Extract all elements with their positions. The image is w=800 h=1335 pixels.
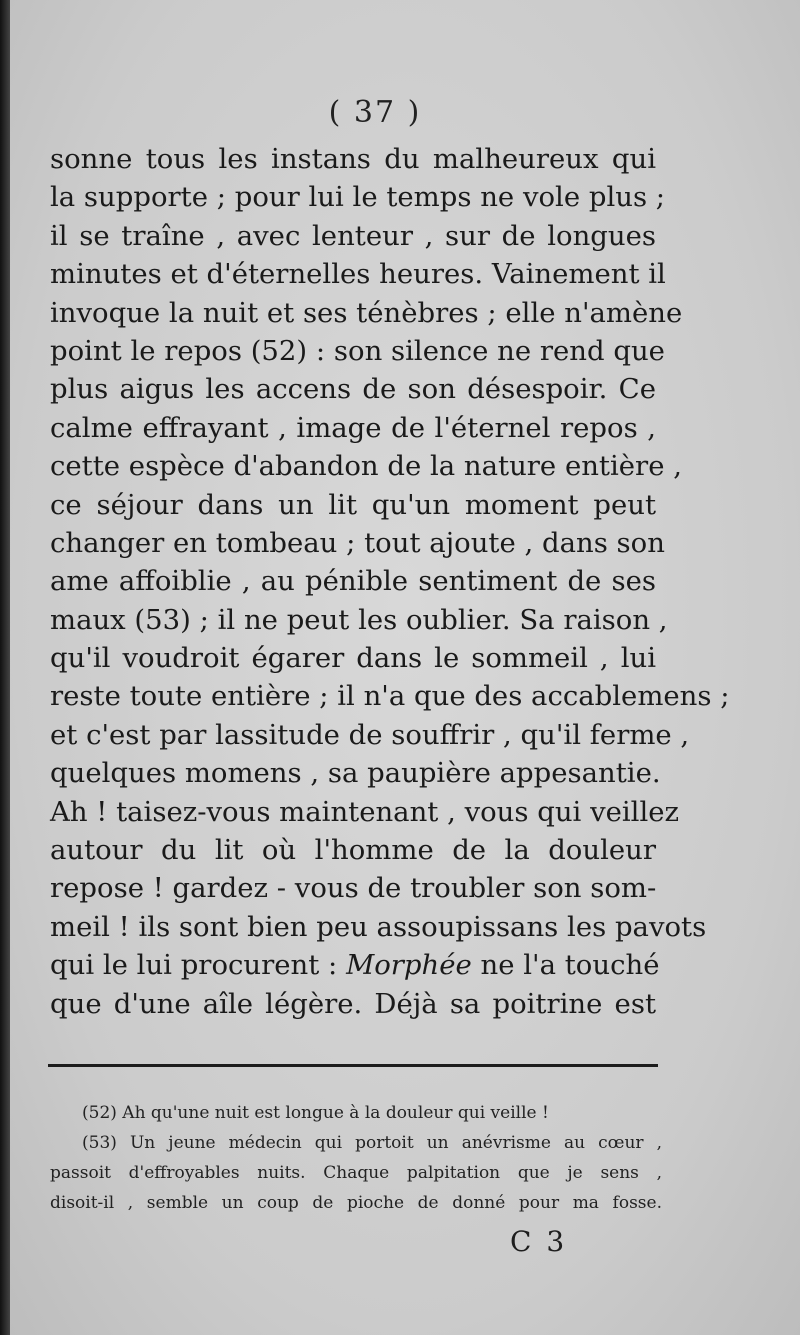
text-segment: qui le lui procurent :: [50, 949, 347, 982]
text-line: point le repos (52) : son silence ne rend que: [50, 334, 665, 367]
text-line-with-italic: [50, 946, 660, 984]
footnotes: [50, 1098, 662, 1218]
text-line: ce séjour dans un lit qu'un moment peut: [50, 488, 656, 521]
italic-name: Morphée: [346, 949, 472, 982]
text-line: Ah ! taisez-vous maintenant , vous qui veillez: [50, 795, 680, 828]
text-line: reste toute entière ; il n'a que des accablemens ;: [50, 680, 730, 713]
book-page: [10, 0, 800, 1335]
text-line: cette espèce d'abandon de la nature entière ,: [50, 450, 682, 483]
text-line: changer en tombeau ; tout ajoute , dans son: [50, 526, 665, 559]
text-line: plus aigus les accens de son désespoir. Ce: [50, 373, 656, 406]
text-segment: ne l'a touché: [471, 949, 660, 982]
text-line: maux (53) ; il ne peut les oublier. Sa raison ,: [50, 603, 668, 636]
footnote-divider: [48, 1064, 658, 1067]
text-line: minutes et d'éternelles heures. Vainement il: [50, 258, 666, 291]
footnote-52: (52) Ah qu'une nuit est longue à la douleur qui veille !: [82, 1103, 549, 1123]
page-edge-shadow: [0, 0, 10, 1335]
text-line: meil ! ils sont bien peu assoupissans les pavots: [50, 910, 707, 943]
footnote-53-line-3: disoit-il , semble un coup de pioche de donné pour ma fosse.: [50, 1193, 662, 1213]
text-line: repose ! gardez - vous de troubler son som-: [50, 872, 657, 905]
text-line: la supporte ; pour lui le temps ne vole plus ;: [50, 181, 666, 214]
footnote-53-line-1: (53) Un jeune médecin qui portoit un anévrisme au cœur ,: [82, 1133, 662, 1153]
page-number: ( 37 ): [328, 95, 422, 130]
signature-mark: C 3: [510, 1225, 568, 1258]
text-line: autour du lit où l'homme de la douleur: [50, 834, 656, 867]
text-line: il se traîne , avec lenteur , sur de longues: [50, 219, 656, 252]
body-text: [50, 140, 730, 1023]
text-line: quelques momens , sa paupière appesantie.: [50, 757, 661, 790]
text-line: ame affoiblie , au pénible sentiment de ses: [50, 565, 656, 598]
text-line: calme effrayant , image de l'éternel repos ,: [50, 411, 656, 444]
text-line: invoque la nuit et ses ténèbres ; elle n'amène: [50, 296, 683, 329]
text-line: sonne tous les instans du malheureux qui: [50, 143, 656, 175]
text-line: qu'il voudroit égarer dans le sommeil , lui: [50, 642, 656, 675]
footnote-53-line-2: passoit d'effroyables nuits. Chaque palpitation que je sens ,: [50, 1163, 662, 1183]
text-line: et c'est par lassitude de souffrir , qu'il ferme ,: [50, 718, 690, 751]
text-line-last: que d'une aîle légère. Déjà sa poitrine est: [50, 987, 656, 1020]
